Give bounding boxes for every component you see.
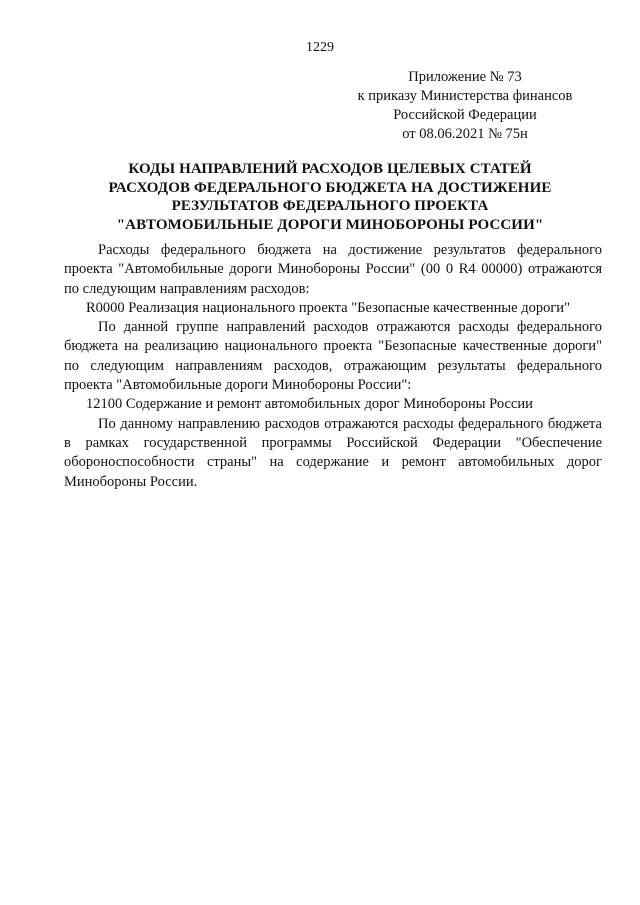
document-body: [64, 241, 602, 492]
code-direction-line: 12100 Содержание и ремонт автомобильных дорог Минобороны России: [86, 396, 533, 413]
group-description-paragraph: По данной группе направлений расходов отражаются расходы федерального бюджета на реализацию национального проекта "Безопасные качественные дороги" по следующим направлениям расходов, отражающим результаты федерального проекта "Автомобильные дороги Минобороны России":: [64, 319, 602, 394]
appendix-date: от 08.06.2021 № 75н: [402, 126, 528, 142]
document-title: [60, 160, 600, 234]
page-number: 1229: [306, 40, 334, 55]
title-line-1: КОДЫ НАПРАВЛЕНИЙ РАСХОДОВ ЦЕЛЕВЫХ СТАТЕЙ: [128, 161, 532, 177]
intro-paragraph: Расходы федерального бюджета на достижение результатов федерального проекта "Автомобильные дороги Минобороны России" (00 0 R4 00000) отражаются по следующим направлениям расходов:: [64, 242, 602, 297]
title-line-3: РЕЗУЛЬТАТОВ ФЕДЕРАЛЬНОГО ПРОЕКТА: [171, 198, 489, 214]
appendix-order-ref: к приказу Министерства финансов: [357, 88, 573, 104]
title-line-4: "АВТОМОБИЛЬНЫЕ ДОРОГИ МИНОБОРОНЫ РОССИИ": [116, 216, 544, 233]
direction-description-paragraph: По данному направлению расходов отражаются расходы федерального бюджета в рамках государственной программы Российской Федерации "Обеспечение обороноспособности страны" на содержание и ремонт автомобильных дорог Минобороны России.: [64, 415, 602, 490]
code-group-line: R0000 Реализация национального проекта "Безопасные качественные дороги": [86, 299, 570, 316]
appendix-header: [330, 68, 600, 144]
appendix-number: Приложение № 73: [408, 69, 522, 85]
title-line-2: РАСХОДОВ ФЕДЕРАЛЬНОГО БЮДЖЕТА НА ДОСТИЖЕНИЕ: [108, 179, 552, 196]
appendix-issuer: Российской Федерации: [393, 107, 537, 123]
